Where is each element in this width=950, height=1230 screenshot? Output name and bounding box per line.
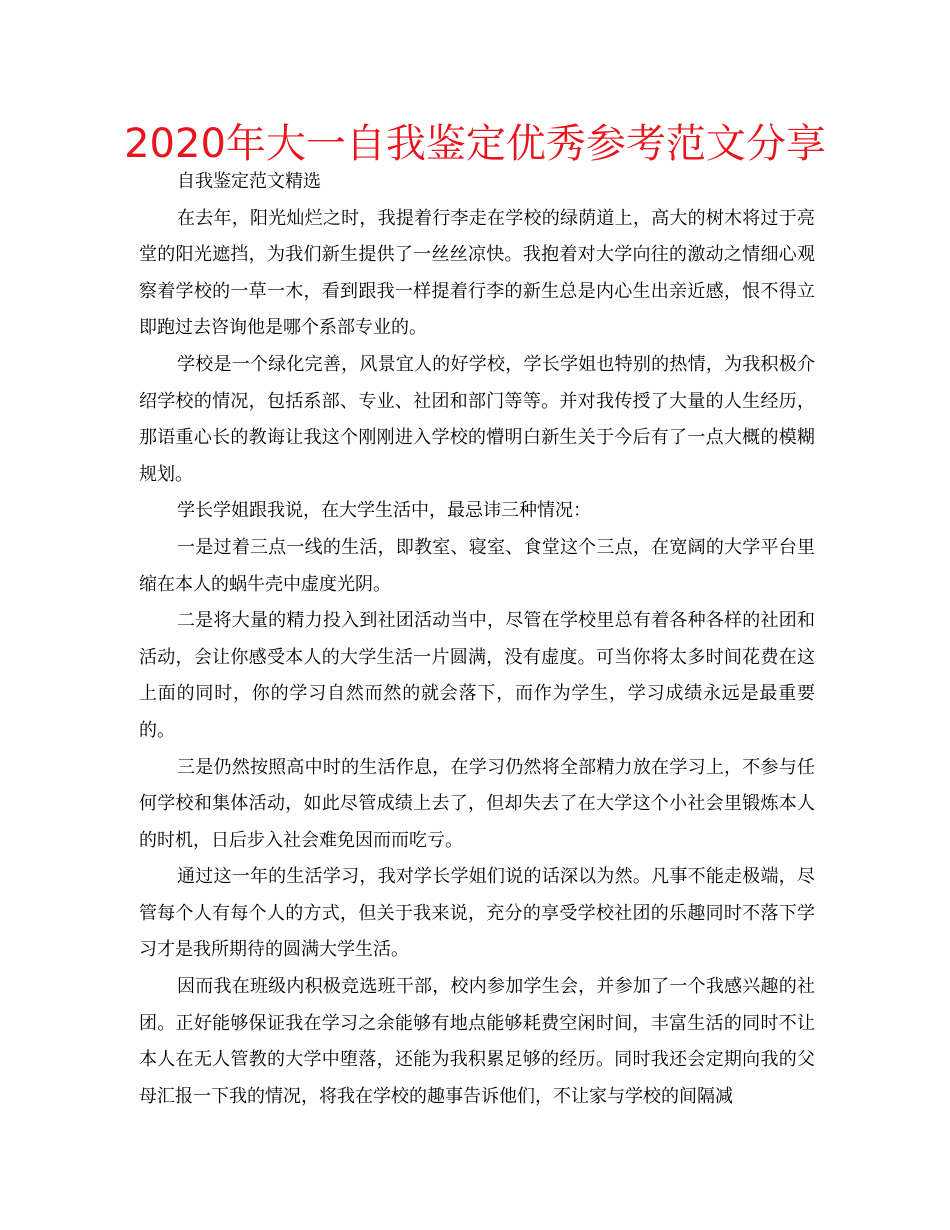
document-title: 2020年大一自我鉴定优秀参考范文分享 [124,121,826,167]
paragraph-8: 因而我在班级内积极竞选班干部，校内参加学生会，并参加了一个我感兴趣的社团。正好能够保证我在学习之余能够有地点能够耗费空闲时间，丰富生活的同时不让本人在无人管教的大学中堕落，还能为我积累足够的经历。同时我还会定期向我的父母汇报一下我的情况，将我在学校的趣事告诉他们，不让家与学校的间隔减 [139,976,815,1107]
paragraph-7: 通过这一年的生活学习，我对学长学姐们说的话深以为然。凡事不能走极端，尽管每个人有每个人的方式，但关于我来说，充分的享受学校社团的乐趣同时不落下学习才是我所期待的圆满大学生活。 [139,866,815,961]
paragraph-1: 在去年，阳光灿烂之时，我提着行李走在学校的绿荫道上，高大的树木将过于亮堂的阳光遮挡，为我们新生提供了一丝丝凉快。我抱着对大学向往的激动之情细心观察着学校的一草一木，看到跟我一样提着行李的新生总是内心生出亲近感，恨不得立即跑过去咨询他是哪个系部专业的。 [139,207,815,339]
document-subtitle: 自我鉴定范文精选 [177,171,321,192]
paragraph-2: 学校是一个绿化完善，风景宜人的好学校，学长学姐也特别的热情，为我积极介绍学校的情况，包括系部、专业、社团和部门等等。并对我传授了大量的人生经历，那语重心长的教诲让我这个刚刚进入学校的懵明白新生关于今后有了一点大概的模糊规划。 [139,353,815,485]
document-body [139,164,815,1115]
paragraph-5: 二是将大量的精力投入到社团活动当中，尽管在学校里总有着各种各样的社团和活动，会让你感受本人的大学生活一片圆满，没有虚度。可当你将太多时间花费在这上面的同时，你的学习自然而然的就会落下，而作为学生，学习成绩永远是最重要的。 [139,610,815,741]
paragraph-3: 学长学姐跟我说，在大学生活中，最忌讳三种情况： [177,500,591,522]
paragraph-4: 一是过着三点一线的生活，即教室、寝室、食堂这个三点，在宽阔的大学平台里缩在本人的蜗牛壳中虚度光阴。 [139,536,815,595]
paragraph-6: 三是仍然按照高中时的生活作息，在学习仍然将全部精力放在学习上，不参与任何学校和集体活动，如此尽管成绩上去了，但却失去了在大学这个小社会里锻炼本人的时机，日后步入社会难免因而而吃亏。 [139,756,815,851]
